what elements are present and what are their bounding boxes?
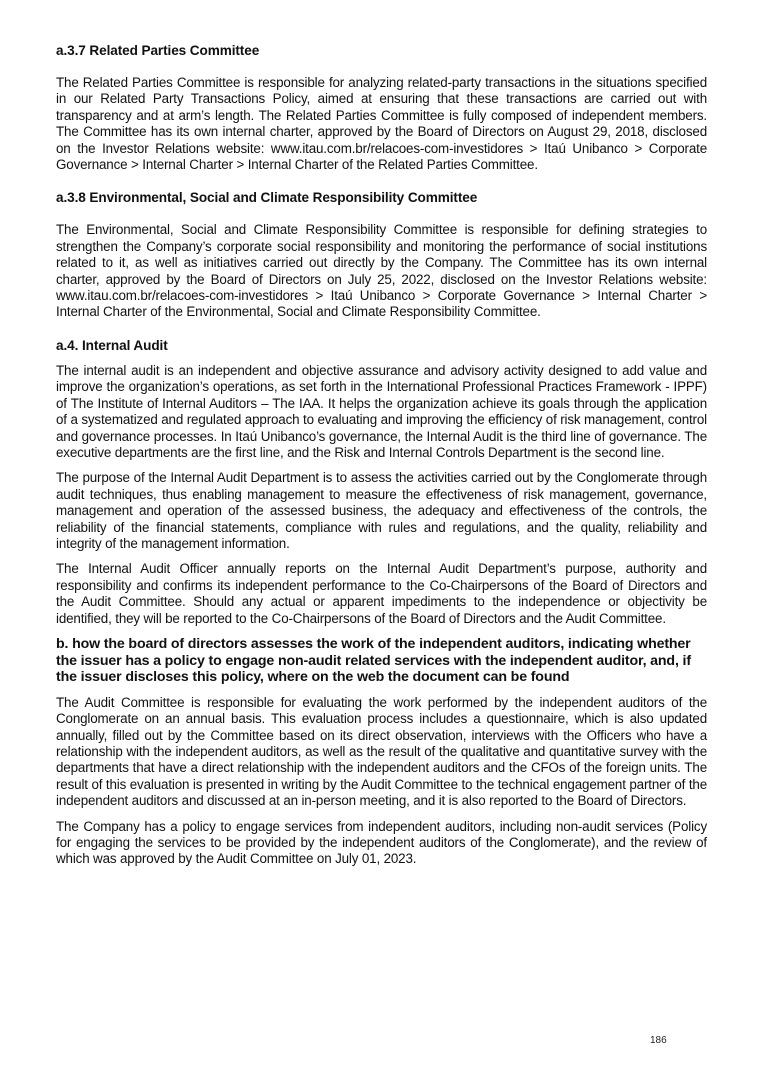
section-heading-related-parties-committee: a.3.7 Related Parties Committee [56,43,260,58]
paragraph-internal-audit-purpose: The purpose of the Internal Audit Department is to assess the activities carried out by the Conglomerate through audit techniques, thus enabling management to measure the effectiveness of risk management, governance, management and operation of the assessed business, the adequacy and effectiveness of the controls, the reliability of the financial statements, compliance with rules and regulations, and the quality, reliability and integrity of the management information. [56,470,707,551]
document-page [56,42,707,877]
paragraph-esc-responsibility-committee: The Environmental, Social and Climate Responsibility Committee is responsible for defining strategies to strengthen the Company’s corporate social responsibility and monitoring the performance of social institutions related to it, as well as initiatives carried out directly by the Company. The Committee has its own internal charter, approved by the Board of Directors on July 25, 2022, disclosed on the Investor Relations website: www.itau.com.br/relacoes-com-investidores > Itaú Unibanco > Corporate Governance > Internal Charter > Internal Charter of the Environmental, Social and Climate Responsibility Committee. [56,222,707,320]
paragraph-internal-audit-officer-reports: The Internal Audit Officer annually reports on the Internal Audit Department’s purpose, authority and responsibility and confirms its independent performance to the Co-Chairpersons of the Board of Directors and the Audit Committee. Should any actual or apparent impediments to the independence or objectivity be identified, they will be reported to the Co-Chairpersons of the Board of Directors and the Audit Committee. [56,561,707,626]
page-number: 186 [650,1035,667,1046]
paragraph-audit-committee-evaluation: The Audit Committee is responsible for evaluating the work performed by the independent auditors of the Conglomerate on an annual basis. This evaluation process includes a questionnaire, which is also updated annually, filled out by the Committee based on its direct observation, interviews with the Officers who have a relationship with the independent auditors, as well as the result of the qualitative and quantitative survey with the departments that have a direct relationship with the independent auditors and the CFOs of the foreign units. The result of this evaluation is presented in writing by the Audit Committee to the technical engagement partner of the independent auditors and discussed at an in-person meeting, and it is also reported to the Board of Directors. [56,694,707,809]
section-heading-board-assesses-auditors: b. how the board of directors assesses the work of the independent auditors, indicating whether the issuer has a policy to engage non-audit related services with the independent auditor, and, if the issuer discloses this policy, where on the web the document can be found [56,635,691,686]
paragraph-non-audit-services-policy: The Company has a policy to engage services from independent auditors, including non-audit services (Policy for engaging the services to be provided by the independent auditors of the Conglomerate), and the review of which was approved by the Audit Committee on July 01, 2023. [56,818,707,867]
paragraph-internal-audit-definition: The internal audit is an independent and objective assurance and advisory activity designed to add value and improve the organization’s operations, as set forth in the International Professional Practices Framework - IPPF) of The Institute of Internal Auditors – The IAA. It helps the organization achieve its goals through the application of a systematized and regulated approach to evaluating and improving the efficiency of risk management, control and governance processes. In Itaú Unibanco’s governance, the Internal Audit is the third line of governance. The executive departments are the first line, and the Risk and Internal Controls Department is the second line. [56,362,707,460]
section-heading-internal-audit: a.4. Internal Audit [56,337,168,353]
section-heading-esc-responsibility-committee: a.3.8 Environmental, Social and Climate Responsibility Committee [56,190,478,206]
paragraph-related-parties-committee: The Related Parties Committee is responsible for analyzing related-party transactions in the situations specified in our Related Party Transactions Policy, aimed at ensuring that these transactions are carried out with transparency and at arm’s length. The Related Parties Committee is fully composed of independent members. The Committee has its own internal charter, approved by the Board of Directors on August 29, 2018, disclosed on the Investor Relations website: www.itau.com.br/relacoes-com-investidores > Itaú Unibanco > Corporate Governance > Internal Charter > Internal Charter of the Related Parties Committee. [56,75,707,173]
